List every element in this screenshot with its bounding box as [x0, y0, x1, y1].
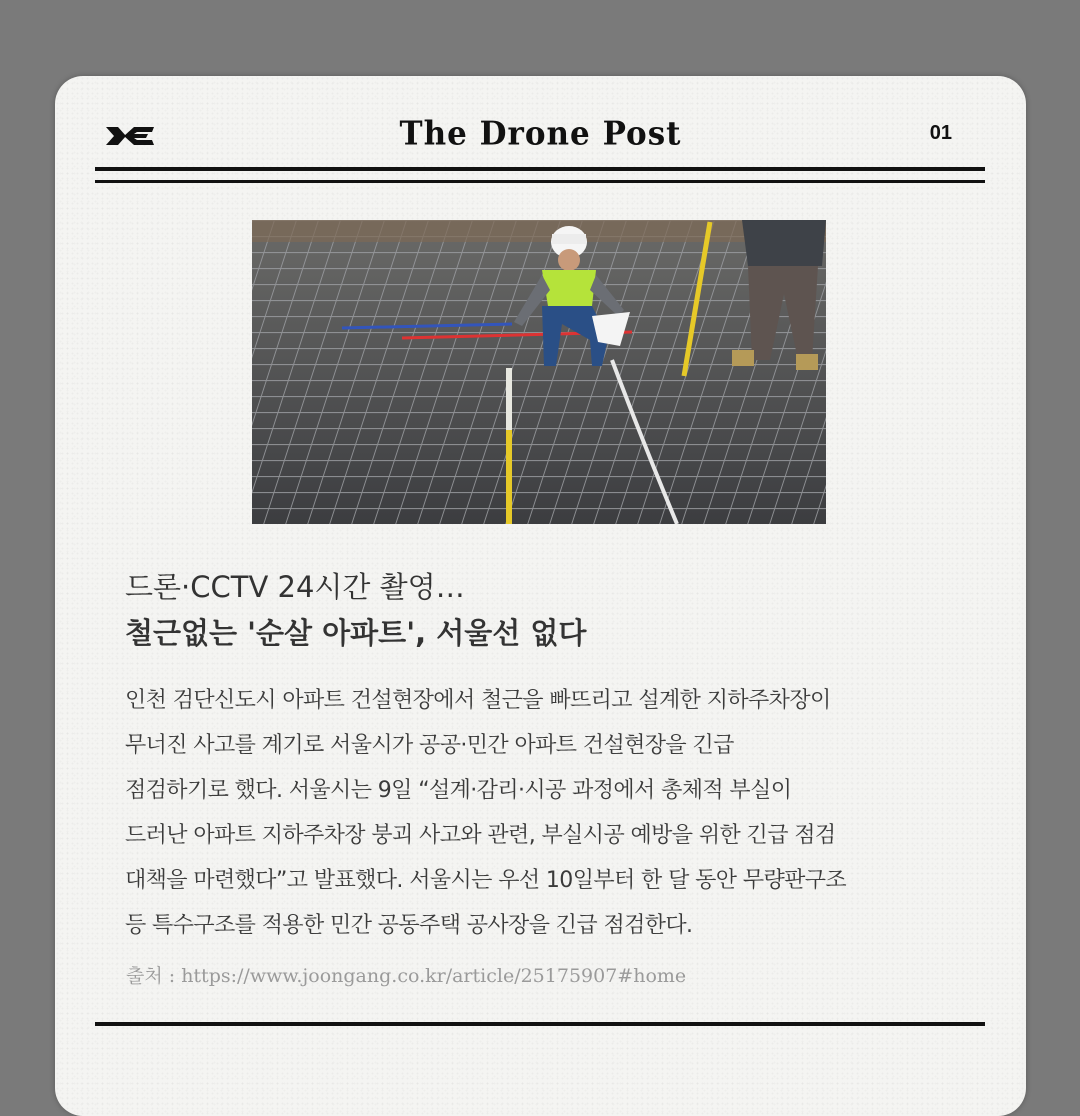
masthead-title: The Drone Post	[399, 115, 682, 153]
article-body	[125, 678, 965, 948]
title-line-1: 드론·CCTV 24시간 촬영…	[125, 570, 465, 604]
article-photo	[252, 220, 826, 524]
footer-rule	[95, 1022, 985, 1026]
header-rule	[95, 167, 985, 171]
body-line: 드러난 아파트 지하주차장 붕괴 사고와 관련, 부실시공 예방을 위한 긴급 점검	[125, 823, 836, 848]
title-line-2: 철근없는 '순살 아파트', 서울선 없다	[125, 616, 587, 650]
body-line: 점검하기로 했다. 서울시는 9일 “설계·감리·시공 과정에서 총체적 부실이	[125, 778, 792, 803]
article-card	[55, 76, 1026, 1116]
body-line: 인천 검단신도시 아파트 건설현장에서 철근을 빠뜨리고 설계한 지하주차장이	[125, 688, 831, 713]
page-number: 01	[929, 122, 952, 144]
header-rule-secondary	[95, 180, 985, 183]
body-line: 대책을 마련했다”고 발표했다. 서울시는 우선 10일부터 한 달 동안 무량판구조	[125, 868, 847, 893]
body-line: 무너진 사고를 계기로 서울시가 공공·민간 아파트 건설현장을 긴급	[125, 733, 734, 758]
article-title	[125, 564, 965, 656]
body-line: 등 특수구조를 적용한 민간 공동주택 공사장을 긴급 점검한다.	[125, 913, 693, 938]
source-citation: 출처 : https://www.joongang.co.kr/article/25175907#home	[126, 965, 687, 987]
